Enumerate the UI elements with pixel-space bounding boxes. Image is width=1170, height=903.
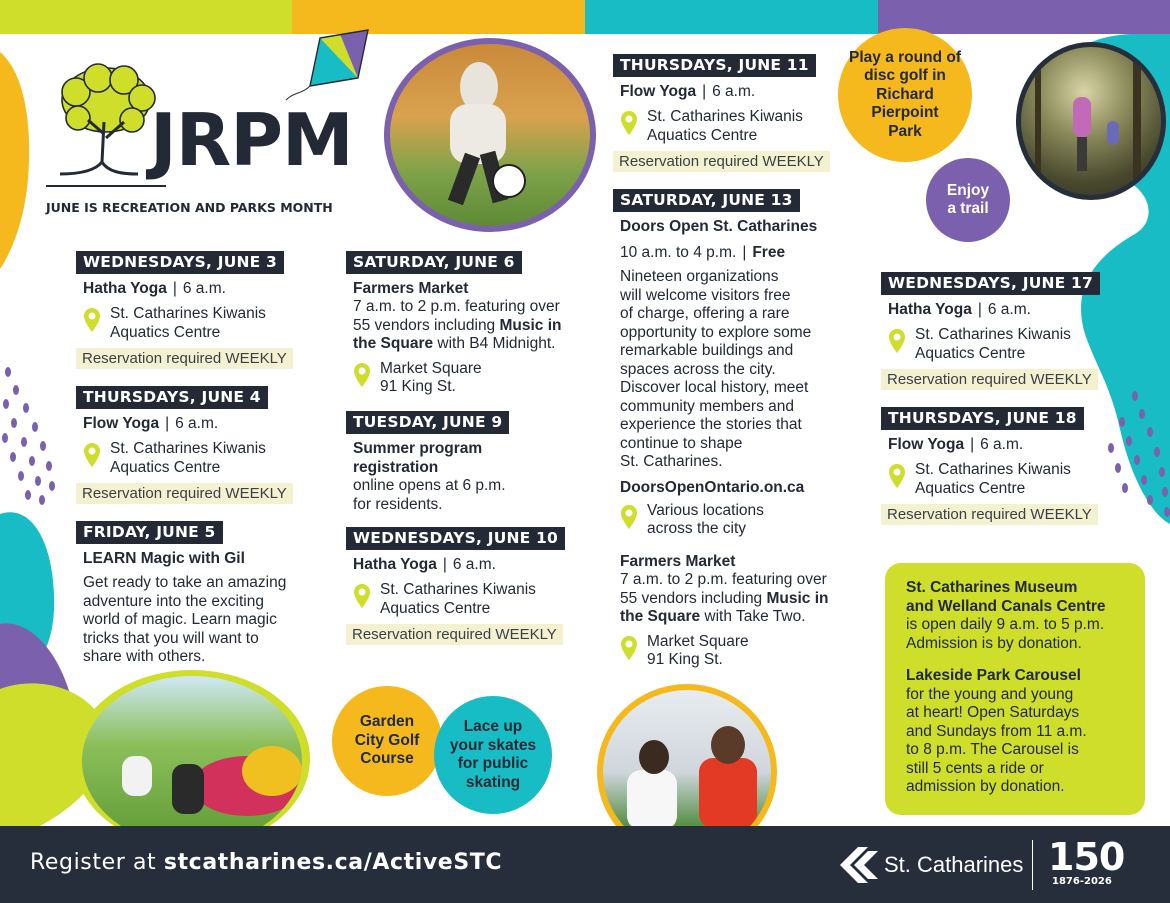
location-line: Market Square — [380, 359, 482, 377]
date-tag: TUESDAY, JUNE 9 — [346, 411, 509, 434]
location-pin-icon — [620, 635, 638, 661]
event-desc-line: for residents. — [353, 495, 443, 513]
top-stripe-purple — [878, 0, 1170, 34]
event-time: 10 a.m. to 4 p.m. — [620, 244, 737, 261]
date-tag: WEDNESDAYS, JUNE 17 — [881, 272, 1100, 295]
event-desc-line: Get ready to take an amazing — [83, 574, 287, 591]
anniversary-years: 1876-2026 — [1052, 876, 1112, 887]
event-title: Flow Yoga — [620, 83, 697, 100]
carousel-text: at heart! Open Saturdays — [906, 704, 1080, 721]
callout-line: Park — [888, 122, 922, 140]
event-desc-line: of charge, offering a rare — [620, 305, 790, 322]
event-title: Summer program — [353, 440, 483, 457]
doors-open-link[interactable]: DoorsOpenOntario.on.ca — [620, 478, 805, 496]
register-link[interactable]: stcatharines.ca/ActiveSTC — [163, 850, 503, 875]
location-pin-icon — [353, 362, 371, 388]
location-line: Aquatics Centre — [647, 126, 758, 144]
location-pin-icon — [888, 463, 906, 489]
city-name: St. Catharines — [884, 852, 1024, 877]
register-prefix: Register at — [30, 850, 164, 875]
photo-kids-parachute — [74, 670, 310, 848]
location-line: Aquatics Centre — [110, 458, 221, 476]
top-stripe-lime — [0, 0, 292, 34]
top-stripe-teal — [585, 0, 878, 34]
museum-text: is open daily 9 a.m. to 5 p.m. — [906, 616, 1105, 633]
location-line: 91 King St. — [380, 378, 456, 395]
event-desc-line: with B4 Midnight. — [433, 335, 556, 352]
event-desc-line: opportunity to explore some — [620, 323, 812, 341]
st-catharines-logo-icon — [838, 845, 882, 885]
carousel-title: Lakeside Park Carousel — [906, 667, 1081, 684]
date-tag: FRIDAY, JUNE 5 — [76, 521, 223, 544]
callout-trail — [926, 158, 1010, 242]
event-desc-bold: Music in — [499, 316, 562, 334]
event-desc-bold: the Square — [353, 335, 434, 352]
event-jun4: THURSDAYS, JUNE 4 Flow Yoga | 6 a.m. St. Catharines Kiwanis Aquatics Centre Reservation required WEEKLY — [76, 386, 293, 504]
date-tag: WEDNESDAYS, JUNE 10 — [346, 527, 565, 550]
event-desc-line: remarkable buildings and — [620, 342, 794, 359]
event-desc-line: world of magic. Learn magic — [83, 611, 277, 628]
date-tag: WEDNESDAYS, JUNE 3 — [76, 251, 284, 274]
event-time: 6 a.m. — [712, 83, 756, 100]
reservation-note: Reservation required WEEKLY — [613, 151, 830, 172]
info-box — [885, 563, 1145, 815]
event-desc-line: 7 a.m. to 2 p.m. featuring over — [353, 298, 560, 315]
reservation-note: Reservation required WEEKLY — [76, 483, 293, 504]
event-desc-line: will welcome visitors free — [620, 286, 791, 304]
event-desc-line: 55 vendors including — [620, 589, 767, 607]
event-desc-line: Nineteen organizations — [620, 268, 779, 285]
reservation-note: Reservation required WEEKLY — [881, 369, 1098, 390]
callout-line: a trail — [947, 200, 989, 217]
event-free-label: Free — [752, 244, 786, 261]
carousel-text: and Sundays from 11 a.m. — [906, 722, 1087, 740]
event-title: Farmers Market — [620, 553, 736, 570]
callout-line: Lace up — [463, 718, 523, 735]
location-line: Market Square — [647, 632, 749, 650]
location-line: Aquatics Centre — [915, 344, 1026, 362]
event-desc-line: tricks that you will want to — [83, 629, 259, 647]
event-title: Flow Yoga — [83, 415, 160, 432]
location-line: Aquatics Centre — [915, 479, 1026, 497]
location-line: Aquatics Centre — [110, 323, 221, 341]
callout-line: Play a round of — [849, 48, 961, 66]
event-jun17: WEDNESDAYS, JUNE 17 Hatha Yoga | 6 a.m. St. Catharines Kiwanis Aquatics Centre Reservation required WEEKLY — [881, 272, 1100, 390]
callout-line: your skates — [449, 736, 537, 754]
callout-line: for public — [457, 755, 529, 772]
museum-title: and Welland Canals Centre — [906, 597, 1106, 615]
event-desc-line: share with others. — [83, 648, 206, 665]
event-desc-line: 7 a.m. to 2 p.m. featuring over — [620, 571, 827, 588]
event-jun5 — [76, 521, 286, 667]
callout-disc-golf — [838, 28, 972, 162]
location-line: St. Catharines Kiwanis — [915, 461, 1071, 478]
callout-line: disc golf in — [864, 67, 946, 85]
location-pin-icon — [620, 504, 638, 530]
event-desc-line: adventure into the exciting — [83, 592, 264, 610]
callout-line: Pierpoint — [871, 104, 939, 122]
event-time: 6 a.m. — [182, 280, 226, 297]
location-line: St. Catharines Kiwanis — [110, 305, 266, 322]
event-title: Doors Open St. Catharines — [620, 218, 818, 235]
callout-skating — [434, 696, 552, 814]
location-line: St. Catharines Kiwanis — [110, 440, 266, 457]
event-jun9 — [346, 411, 509, 514]
event-jun10: WEDNESDAYS, JUNE 10 Hatha Yoga | 6 a.m. St. Catharines Kiwanis Aquatics Centre Reservation required WEEKLY — [346, 527, 565, 645]
location-pin-icon — [888, 328, 906, 354]
museum-title: St. Catharines Museum — [906, 579, 1078, 596]
tree-logo-icon — [46, 62, 166, 188]
location-line: 91 King St. — [647, 651, 723, 668]
date-tag: THURSDAYS, JUNE 18 — [881, 407, 1084, 430]
event-title: Hatha Yoga — [353, 556, 437, 573]
event-jun11: THURSDAYS, JUNE 11 Flow Yoga | 6 a.m. St. Catharines Kiwanis Aquatics Centre Reservation required WEEKLY — [613, 54, 830, 172]
carousel-text: admission by donation. — [906, 778, 1065, 795]
logo-text: JRPM — [150, 98, 353, 182]
photo-forest-trail — [1016, 42, 1166, 200]
event-desc-line: with Take Two. — [700, 608, 806, 625]
photo-soccer-girl — [384, 38, 596, 232]
event-desc-bold: the Square — [620, 608, 701, 625]
event-desc-line: online opens at 6 p.m. — [353, 477, 506, 494]
event-desc-line: experience the stories that — [620, 416, 802, 433]
location-pin-icon — [83, 442, 101, 468]
callout-line: Course — [360, 750, 414, 768]
date-tag: SATURDAY, JUNE 6 — [346, 251, 522, 274]
reservation-note: Reservation required WEEKLY — [76, 348, 293, 369]
event-time: 6 a.m. — [980, 436, 1024, 453]
event-desc-line: St. Catharines. — [620, 453, 723, 470]
event-jun6 — [346, 251, 562, 397]
location-pin-icon — [353, 583, 371, 609]
callout-garden-golf — [332, 686, 442, 796]
location-pin-icon — [620, 110, 638, 136]
location-line: Various locations — [647, 501, 764, 519]
carousel-text: still 5 cents a ride or — [906, 759, 1044, 777]
anniversary-150-mark: 150 — [1048, 835, 1125, 879]
location-line: St. Catharines Kiwanis — [647, 108, 803, 125]
callout-line: skating — [465, 773, 521, 791]
event-desc-line: continue to shape — [620, 434, 743, 452]
event-desc-line: 55 vendors including — [353, 316, 500, 334]
location-pin-icon — [83, 307, 101, 333]
museum-text: Admission is by donation. — [906, 634, 1082, 652]
callout-line: City Golf — [354, 731, 420, 749]
event-time: 6 a.m. — [175, 415, 219, 432]
kite-icon — [280, 28, 375, 113]
footer-divider — [1032, 840, 1033, 890]
date-tag: SATURDAY, JUNE 13 — [613, 189, 800, 212]
callout-line: Garden — [359, 713, 415, 731]
event-title: registration — [353, 459, 439, 476]
event-title: Hatha Yoga — [83, 280, 167, 297]
tagline: JUNE IS RECREATION AND PARKS MONTH — [46, 200, 333, 215]
event-time: 6 a.m. — [987, 301, 1031, 318]
register-text — [30, 850, 502, 875]
event-jun18: THURSDAYS, JUNE 18 Flow Yoga | 6 a.m. St. Catharines Kiwanis Aquatics Centre Reservation required WEEKLY — [881, 407, 1098, 525]
location-line: Aquatics Centre — [380, 599, 491, 617]
date-tag: THURSDAYS, JUNE 11 — [613, 54, 816, 77]
event-jun13: SATURDAY, JUNE 13 Doors Open St. Catharines 10 a.m. to 4 p.m. | Free Nineteen organizations will welcome visitors free of charge, offering a rare opportunity to explore some remarkable buildings and spaces across the city. Discover local history, meet community members and experience the stories that continue to shape St. Catharines. DoorsOpenOntario.on.ca Various locations across the city — [613, 189, 863, 539]
carousel-text: for the young and young — [906, 685, 1074, 703]
location-line: across the city — [647, 520, 747, 537]
event-title: Flow Yoga — [888, 436, 965, 453]
reservation-note: Reservation required WEEKLY — [346, 624, 563, 645]
location-line: St. Catharines Kiwanis — [380, 581, 536, 598]
event-desc-bold: Music in — [766, 589, 829, 607]
event-title: Farmers Market — [353, 280, 469, 297]
event-desc-line: community members and — [620, 397, 795, 415]
callout-line: Enjoy — [946, 181, 990, 199]
event-jun13-farmers — [613, 552, 829, 670]
carousel-text: to 8 p.m. The Carousel is — [906, 741, 1079, 758]
date-tag: THURSDAYS, JUNE 4 — [76, 386, 268, 409]
reservation-note: Reservation required WEEKLY — [881, 504, 1098, 525]
event-desc-line: spaces across the city. — [620, 360, 776, 378]
location-line: St. Catharines Kiwanis — [915, 326, 1071, 343]
event-jun3: WEDNESDAYS, JUNE 3 Hatha Yoga | 6 a.m. St. Catharines Kiwanis Aquatics Centre Reservation required WEEKLY — [76, 251, 293, 369]
event-title: Hatha Yoga — [888, 301, 972, 318]
event-desc-line: Discover local history, meet — [620, 379, 809, 396]
callout-line: Richard — [876, 85, 934, 103]
event-title: LEARN Magic with Gil — [83, 550, 245, 567]
event-time: 6 a.m. — [452, 556, 496, 573]
